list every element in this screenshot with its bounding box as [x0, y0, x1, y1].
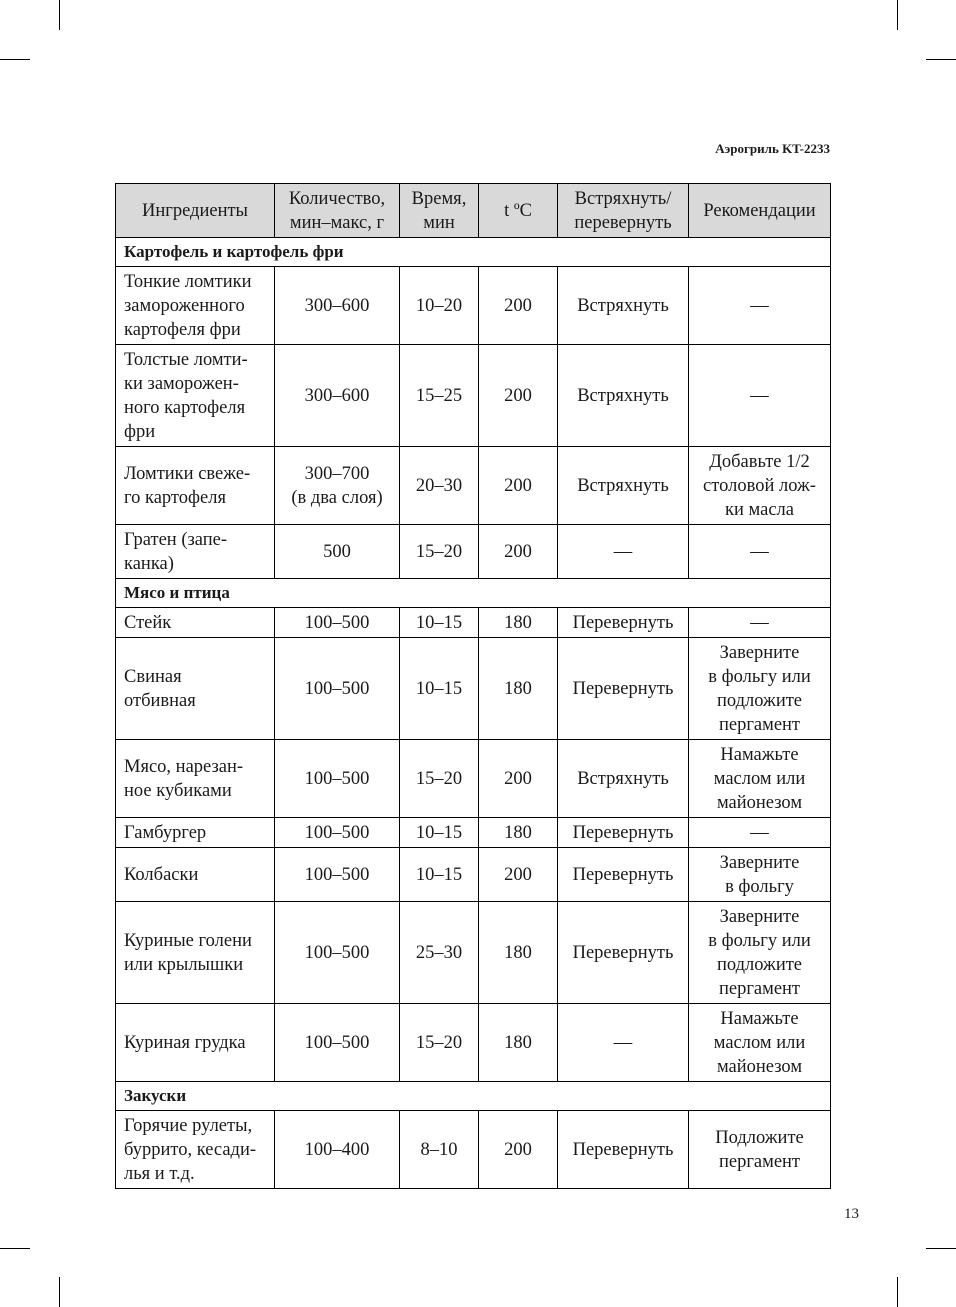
- crop-mark: [926, 1248, 956, 1249]
- action-cell: Перевернуть: [558, 638, 689, 740]
- temperature-cell: 200: [479, 345, 558, 447]
- action-cell: Перевернуть: [558, 902, 689, 1004]
- crop-mark: [59, 1277, 60, 1307]
- action-cell: —: [558, 525, 689, 579]
- quantity-cell: 100–400: [275, 1111, 400, 1189]
- ingredient-cell: Свиная отбивная: [116, 638, 275, 740]
- quantity-cell: 300–600: [275, 345, 400, 447]
- crop-mark: [0, 59, 30, 60]
- ingredient-cell: Стейк: [116, 608, 275, 638]
- section-title: Мясо и птица: [116, 579, 831, 608]
- table-row: [116, 740, 831, 818]
- crop-mark: [0, 1248, 30, 1249]
- time-cell: 20–30: [400, 447, 479, 525]
- action-cell: Встряхнуть: [558, 740, 689, 818]
- temperature-cell: 180: [479, 902, 558, 1004]
- ingredient-cell: Толстые ломти- ки заморожен- ного картофеля фри: [116, 345, 275, 447]
- time-cell: 10–15: [400, 818, 479, 848]
- time-cell: 15–20: [400, 525, 479, 579]
- temperature-cell: 180: [479, 1004, 558, 1082]
- action-cell: Перевернуть: [558, 818, 689, 848]
- temperature-cell: 180: [479, 818, 558, 848]
- table-row: [116, 525, 831, 579]
- time-cell: 15–25: [400, 345, 479, 447]
- column-header: Время, мин: [400, 184, 479, 238]
- table-row: [116, 638, 831, 740]
- quantity-cell: 300–600: [275, 267, 400, 345]
- section-row: [116, 579, 831, 608]
- page-number: 13: [844, 1206, 859, 1222]
- section-title: Закуски: [116, 1082, 831, 1111]
- recommendation-cell: Намажьте маслом или майонезом: [689, 740, 831, 818]
- table-row: [116, 818, 831, 848]
- column-header: Рекомендации: [689, 184, 831, 238]
- quantity-cell: 100–500: [275, 818, 400, 848]
- temperature-cell: 180: [479, 638, 558, 740]
- ingredient-cell: Куриные голени или крылышки: [116, 902, 275, 1004]
- table-row: [116, 902, 831, 1004]
- action-cell: Перевернуть: [558, 848, 689, 902]
- quantity-cell: 100–500: [275, 848, 400, 902]
- quantity-cell: 100–500: [275, 740, 400, 818]
- section-row: [116, 238, 831, 267]
- column-header: t ºC: [479, 184, 558, 238]
- action-cell: —: [558, 1004, 689, 1082]
- time-cell: 10–15: [400, 608, 479, 638]
- recommendation-cell: Заверните в фольгу: [689, 848, 831, 902]
- section-row: [116, 1082, 831, 1111]
- crop-mark: [926, 59, 956, 60]
- quantity-cell: 100–500: [275, 902, 400, 1004]
- ingredient-cell: Куриная грудка: [116, 1004, 275, 1082]
- ingredient-cell: Горячие рулеты, буррито, кесади- лья и т.д.: [116, 1111, 275, 1189]
- time-cell: 8–10: [400, 1111, 479, 1189]
- cooking-table: [115, 183, 831, 1189]
- column-header: Количество, мин–макс, г: [275, 184, 400, 238]
- section-title: Картофель и картофель фри: [116, 238, 831, 267]
- table-row: [116, 345, 831, 447]
- action-cell: Встряхнуть: [558, 267, 689, 345]
- column-header: Встряхнуть/ перевернуть: [558, 184, 689, 238]
- action-cell: Встряхнуть: [558, 447, 689, 525]
- time-cell: 15–20: [400, 740, 479, 818]
- running-header: Аэрогриль KT-2233: [715, 141, 830, 156]
- ingredient-cell: Тонкие ломтики замороженного картофеля фри: [116, 267, 275, 345]
- action-cell: Перевернуть: [558, 608, 689, 638]
- temperature-cell: 200: [479, 740, 558, 818]
- quantity-cell: 100–500: [275, 638, 400, 740]
- temperature-cell: 200: [479, 525, 558, 579]
- time-cell: 10–15: [400, 848, 479, 902]
- temperature-cell: 200: [479, 267, 558, 345]
- column-header: Ингредиенты: [116, 184, 275, 238]
- ingredient-cell: Гамбургер: [116, 818, 275, 848]
- recommendation-cell: —: [689, 525, 831, 579]
- temperature-cell: 180: [479, 608, 558, 638]
- temperature-cell: 200: [479, 1111, 558, 1189]
- table-header-row: [116, 184, 831, 238]
- table-row: [116, 1004, 831, 1082]
- recommendation-cell: —: [689, 345, 831, 447]
- temperature-cell: 200: [479, 447, 558, 525]
- crop-mark: [897, 1277, 898, 1307]
- quantity-cell: 100–500: [275, 1004, 400, 1082]
- quantity-cell: 500: [275, 525, 400, 579]
- crop-mark: [897, 0, 898, 30]
- time-cell: 10–15: [400, 638, 479, 740]
- time-cell: 25–30: [400, 902, 479, 1004]
- recommendation-cell: Заверните в фольгу или подложите пергамент: [689, 902, 831, 1004]
- ingredient-cell: Мясо, нарезан- ное кубиками: [116, 740, 275, 818]
- table-row: [116, 447, 831, 525]
- action-cell: Перевернуть: [558, 1111, 689, 1189]
- time-cell: 15–20: [400, 1004, 479, 1082]
- recommendation-cell: Заверните в фольгу или подложите пергамент: [689, 638, 831, 740]
- recommendation-cell: Добавьте 1/2 столовой лож- ки масла: [689, 447, 831, 525]
- ingredient-cell: Колбаски: [116, 848, 275, 902]
- recommendation-cell: —: [689, 818, 831, 848]
- recommendation-cell: Намажьте маслом или майонезом: [689, 1004, 831, 1082]
- ingredient-cell: Гратен (запе- канка): [116, 525, 275, 579]
- recommendation-cell: Подложите пергамент: [689, 1111, 831, 1189]
- action-cell: Встряхнуть: [558, 345, 689, 447]
- ingredient-cell: Ломтики свеже- го картофеля: [116, 447, 275, 525]
- quantity-cell: 100–500: [275, 608, 400, 638]
- table-row: [116, 1111, 831, 1189]
- temperature-cell: 200: [479, 848, 558, 902]
- recommendation-cell: —: [689, 608, 831, 638]
- crop-mark: [59, 0, 60, 30]
- quantity-cell: 300–700 (в два слоя): [275, 447, 400, 525]
- recommendation-cell: —: [689, 267, 831, 345]
- table-row: [116, 608, 831, 638]
- table-row: [116, 267, 831, 345]
- time-cell: 10–20: [400, 267, 479, 345]
- table-row: [116, 848, 831, 902]
